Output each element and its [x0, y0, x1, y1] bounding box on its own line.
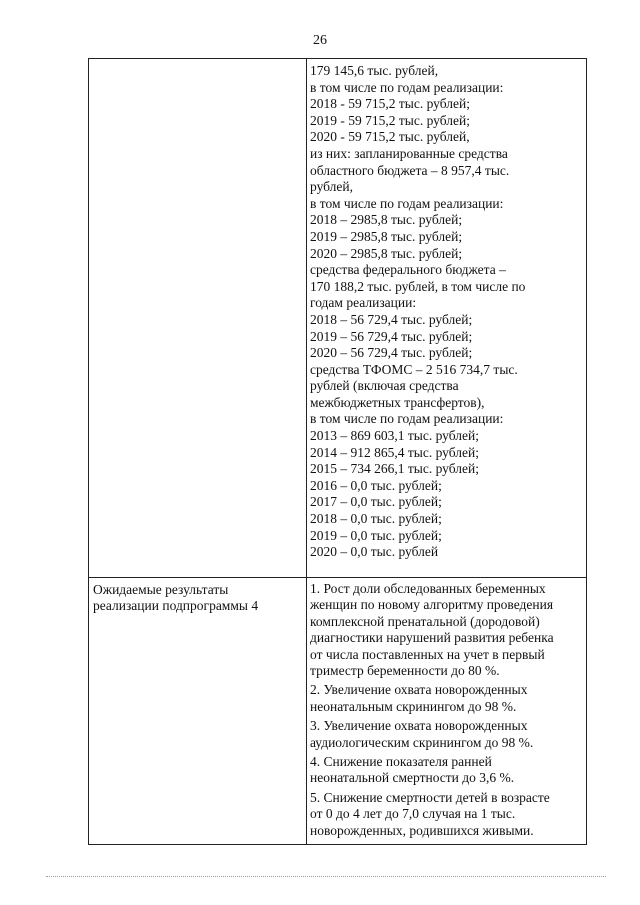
funding-line: средства ТФОМС – 2 516 734,7 тыс.	[310, 361, 518, 377]
funding-line: 2016 – 0,0 тыс. рублей;	[310, 477, 442, 493]
funding-line: рублей (включая средства	[310, 378, 459, 394]
funding-line: 2020 – 2985,8 тыс. рублей;	[310, 245, 463, 261]
funding-line: 2018 – 2985,8 тыс. рублей;	[310, 212, 463, 228]
funding-label-cell	[89, 59, 307, 578]
result-item-line: новорожденных, родившихся живыми.	[310, 822, 534, 838]
funding-line: областного бюджета – 8 957,4 тыс.	[310, 162, 510, 178]
result-item-line: неонатальной смертности до 3,6 %.	[310, 770, 515, 786]
result-item	[310, 581, 586, 679]
result-item-line: аудиологическим скринингом до 98 %.	[310, 734, 534, 750]
result-item-line: триместр беременности до 80 %.	[310, 663, 500, 679]
result-item-line: 3. Увеличение охвата новорожденных	[310, 718, 528, 734]
page-number: 26	[313, 33, 327, 48]
result-item-line: комплексной пренатальной (дородовой)	[310, 613, 540, 629]
funding-line: 2018 – 0,0 тыс. рублей;	[310, 511, 442, 527]
funding-line: 2017 – 0,0 тыс. рублей;	[310, 494, 442, 510]
result-item	[310, 682, 586, 715]
funding-line: 2019 – 2985,8 тыс. рублей;	[310, 228, 463, 244]
funding-line: в том числе по годам реализации:	[310, 411, 504, 427]
funding-line: 170 188,2 тыс. рублей, в том числе по	[310, 278, 526, 294]
funding-line: 2020 – 0,0 тыс. рублей	[310, 544, 439, 560]
table-row-results	[89, 578, 587, 845]
result-item-line: от 0 до 4 лет до 7,0 случая на 1 тыс.	[310, 806, 516, 822]
result-item-line: 5. Снижение смертности детей в возрасте	[310, 789, 550, 805]
results-label-cell	[89, 578, 307, 845]
result-item-line: 1. Рост доли обследованных беременных	[310, 581, 546, 596]
funding-line: 2013 – 869 603,1 тыс. рублей;	[310, 428, 479, 444]
results-value-cell	[307, 578, 587, 845]
funding-line: 2020 - 59 715,2 тыс. рублей,	[310, 129, 470, 145]
funding-line: в том числе по годам реализации:	[310, 79, 504, 95]
funding-line: 2015 – 734 266,1 тыс. рублей;	[310, 461, 479, 477]
funding-line: 2020 – 56 729,4 тыс. рублей;	[310, 345, 473, 361]
results-label-line-1: Ожидаемые результаты	[93, 582, 229, 597]
funding-line: средства федерального бюджета –	[310, 262, 506, 278]
result-item-line: 4. Снижение показателя ранней	[310, 754, 492, 770]
funding-line: из них: запланированные средства	[310, 145, 508, 161]
result-item	[310, 790, 586, 839]
result-item-line: от числа поставленных на учет в первый	[310, 646, 545, 662]
result-item	[310, 754, 586, 787]
funding-line: 2019 - 59 715,2 тыс. рублей;	[310, 112, 470, 128]
funding-line: 2018 – 56 729,4 тыс. рублей;	[310, 311, 473, 327]
funding-value-cell	[307, 59, 587, 578]
table-row-funding	[89, 59, 587, 578]
result-item	[310, 718, 586, 751]
funding-line: 2019 – 0,0 тыс. рублей;	[310, 527, 442, 543]
funding-line: 179 145,6 тыс. рублей,	[310, 63, 439, 78]
result-item-line: неонатальным скринингом до 98 %.	[310, 698, 517, 714]
subprogram-passport-table	[88, 58, 587, 845]
result-item-line: 2. Увеличение охвата новорожденных	[310, 682, 528, 698]
result-item-line: женщин по новому алгоритму проведения	[310, 597, 554, 613]
funding-line: 2019 – 56 729,4 тыс. рублей;	[310, 328, 473, 344]
funding-line: межбюджетных трансфертов),	[310, 394, 485, 410]
results-list	[307, 578, 586, 839]
result-item-line: диагностики нарушений развития ребенка	[310, 630, 554, 646]
funding-line: 2018 - 59 715,2 тыс. рублей;	[310, 96, 470, 112]
page-bottom-rule	[46, 876, 606, 877]
results-label-line-2: реализации подпрограммы 4	[93, 598, 259, 614]
funding-line: 2014 – 912 865,4 тыс. рублей;	[310, 444, 479, 460]
funding-line: годам реализации:	[310, 295, 417, 311]
funding-lines	[307, 59, 586, 561]
funding-line: рублей,	[310, 179, 354, 195]
funding-line: в том числе по годам реализации:	[310, 195, 504, 211]
